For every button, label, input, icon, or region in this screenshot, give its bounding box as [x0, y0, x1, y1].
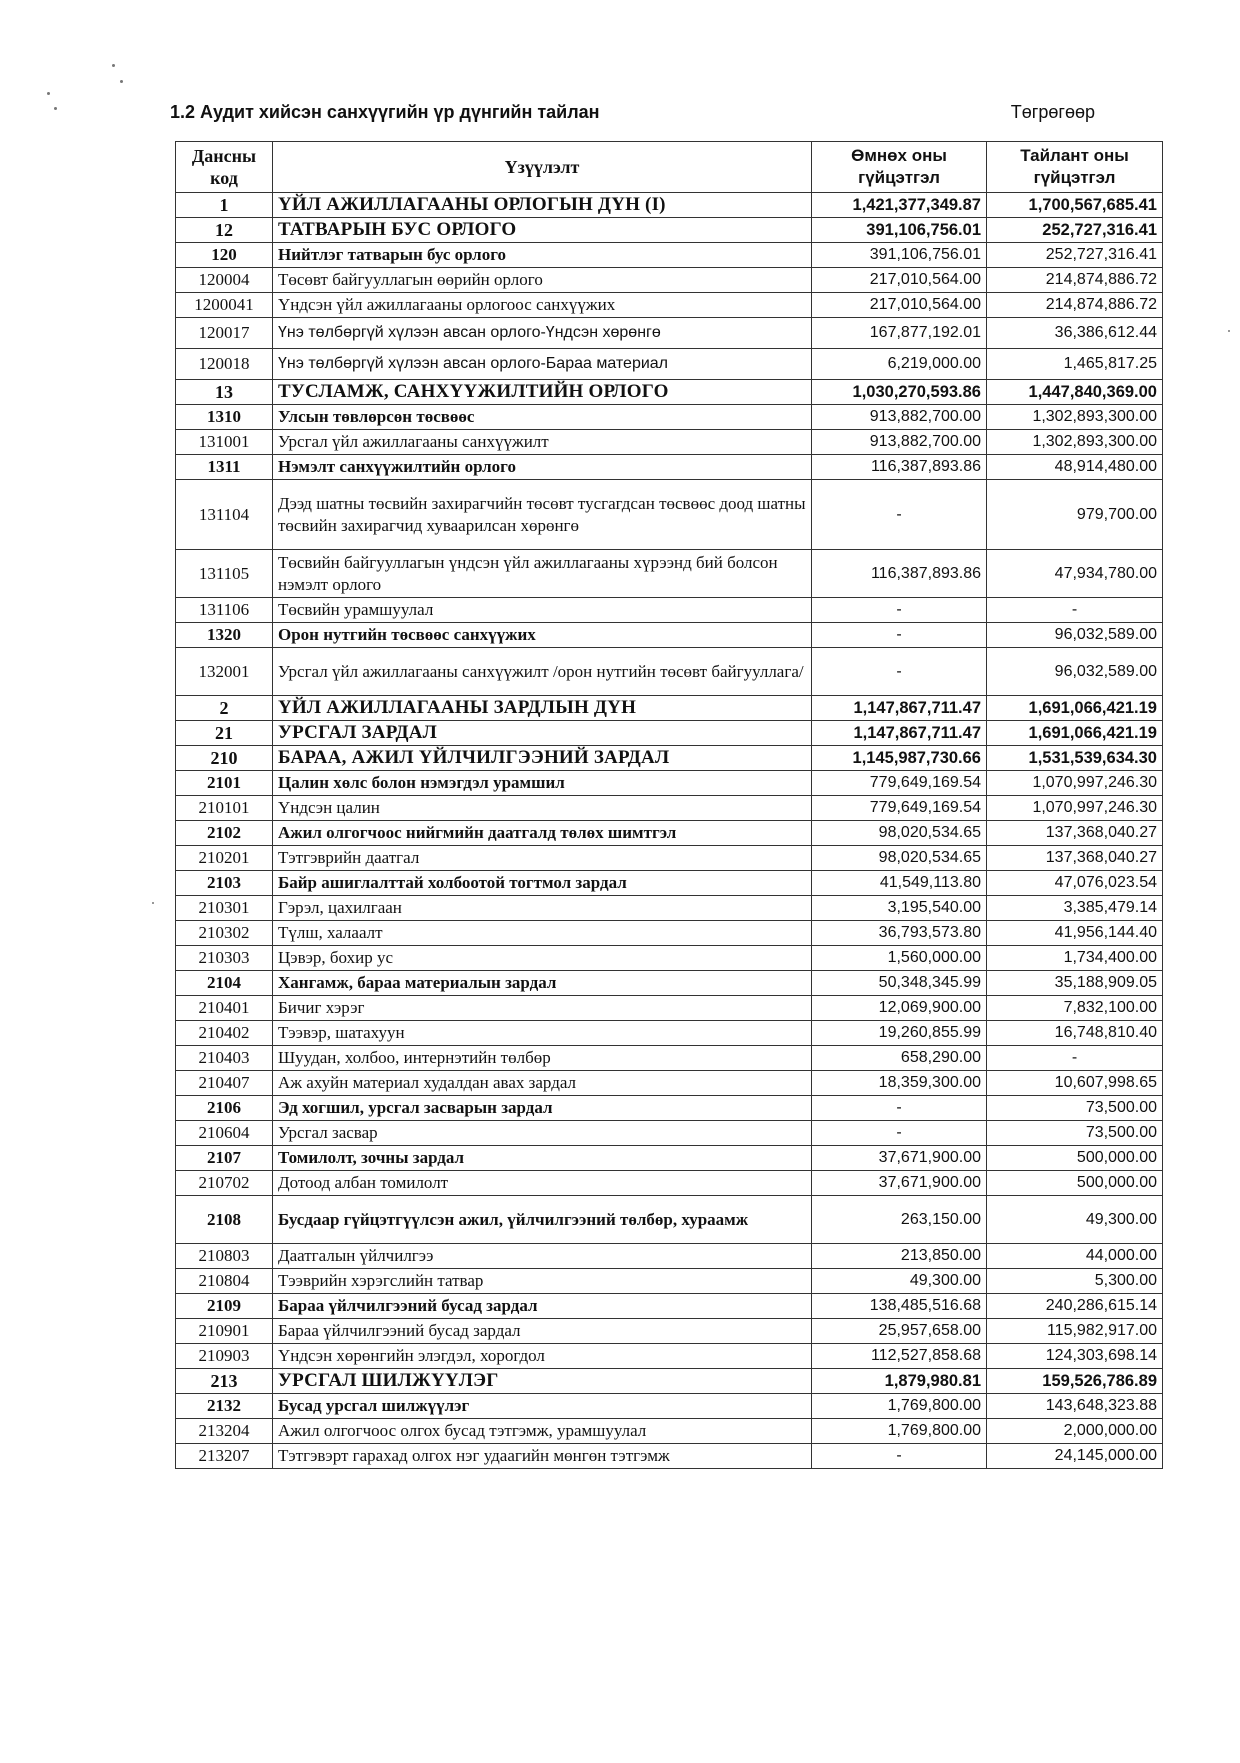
indicator-name-cell: Бусдаар гүйцэтгүүлсэн ажил, үйлчилгээний төлбөр, хураамж	[273, 1196, 812, 1244]
table-row	[176, 318, 1163, 349]
indicator-name-cell: ҮЙЛ АЖИЛЛАГААНЫ ЗАРДЛЫН ДҮН	[273, 696, 812, 721]
current-year-value-cell: 10,607,998.65	[987, 1071, 1163, 1096]
current-year-value-cell: 44,000.00	[987, 1244, 1163, 1269]
previous-year-value-cell: 116,387,893.86	[812, 550, 987, 598]
indicator-name-cell: Томилолт, зочны зардал	[273, 1146, 812, 1171]
indicator-name-cell: Аж ахуйн материал худалдан авах зардал	[273, 1071, 812, 1096]
previous-year-value-cell: 1,769,800.00	[812, 1419, 987, 1444]
indicator-name-cell: БАРАА, АЖИЛ ҮЙЛЧИЛГЭЭНИЙ ЗАРДАЛ	[273, 746, 812, 771]
account-code-cell: 210403	[176, 1046, 273, 1071]
previous-year-value-cell: 913,882,700.00	[812, 405, 987, 430]
current-year-value-cell: 137,368,040.27	[987, 821, 1163, 846]
account-code-cell: 120018	[176, 349, 273, 380]
previous-year-value-cell: 1,560,000.00	[812, 946, 987, 971]
table-row	[176, 1171, 1163, 1196]
table-row	[176, 455, 1163, 480]
current-year-value-cell: 500,000.00	[987, 1146, 1163, 1171]
current-year-value-cell: 3,385,479.14	[987, 896, 1163, 921]
account-code-cell: 210903	[176, 1344, 273, 1369]
indicator-name-cell: Түлш, халаалт	[273, 921, 812, 946]
previous-year-value-cell: 49,300.00	[812, 1269, 987, 1294]
current-year-value-cell: 73,500.00	[987, 1096, 1163, 1121]
previous-year-value-cell: 1,769,800.00	[812, 1394, 987, 1419]
indicator-name-cell: Тээврийн хэрэгслийн татвар	[273, 1269, 812, 1294]
table-row	[176, 430, 1163, 455]
table-header	[176, 142, 1163, 193]
previous-year-value-cell: -	[812, 623, 987, 648]
account-code-cell: 210303	[176, 946, 273, 971]
current-year-value-cell: 1,734,400.00	[987, 946, 1163, 971]
previous-year-value-cell: 1,879,980.81	[812, 1369, 987, 1394]
indicator-name-cell: ҮЙЛ АЖИЛЛАГААНЫ ОРЛОГЫН ДҮН (I)	[273, 193, 812, 218]
previous-year-value-cell: 1,145,987,730.66	[812, 746, 987, 771]
account-code-cell: 131106	[176, 598, 273, 623]
current-year-value-cell: 214,874,886.72	[987, 293, 1163, 318]
table-row	[176, 480, 1163, 550]
current-year-value-cell: 1,531,539,634.30	[987, 746, 1163, 771]
account-code-cell: 2109	[176, 1294, 273, 1319]
account-code-cell: 2107	[176, 1146, 273, 1171]
table-row	[176, 1046, 1163, 1071]
indicator-name-cell: Цалин хөлс болон нэмэгдэл урамшил	[273, 771, 812, 796]
account-code-cell: 213	[176, 1369, 273, 1394]
indicator-name-cell: Тэтгэвэрт гарахад олгох нэг удаагийн мөнгөн тэтгэмж	[273, 1444, 812, 1469]
table-row	[176, 746, 1163, 771]
account-code-cell: 1320	[176, 623, 273, 648]
indicator-name-cell: Үнэ төлбөргүй хүлээн авсан орлого-Үндсэн хөрөнгө	[273, 318, 812, 349]
previous-year-value-cell: 217,010,564.00	[812, 293, 987, 318]
current-year-value-cell: 96,032,589.00	[987, 623, 1163, 648]
indicator-name-cell: Үндсэн хөрөнгийн элэгдэл, хорогдол	[273, 1344, 812, 1369]
current-year-value-cell: -	[987, 598, 1163, 623]
table-row	[176, 1096, 1163, 1121]
indicator-name-cell: УРСГАЛ ЗАРДАЛ	[273, 721, 812, 746]
indicator-name-cell: Урсгал үйл ажиллагааны санхүүжилт /орон нутгийн төсөвт байгууллага/	[273, 648, 812, 696]
table-row	[176, 971, 1163, 996]
currency-unit: Төгрөгөөр	[1010, 102, 1095, 122]
indicator-name-cell: Улсын төвлөрсөн төсвөөс	[273, 405, 812, 430]
indicator-name-cell: Гэрэл, цахилгаан	[273, 896, 812, 921]
previous-year-value-cell: 116,387,893.86	[812, 455, 987, 480]
indicator-name-cell: ТАТВАРЫН БУС ОРЛОГО	[273, 218, 812, 243]
indicator-name-cell: Бичиг хэрэг	[273, 996, 812, 1021]
current-year-value-cell: 159,526,786.89	[987, 1369, 1163, 1394]
column-header-code: Дансны код	[176, 142, 273, 193]
account-code-cell: 21	[176, 721, 273, 746]
column-header-current-year: Тайлант оны гүйцэтгэл	[987, 142, 1163, 193]
account-code-cell: 2108	[176, 1196, 273, 1244]
indicator-name-cell: Шуудан, холбоо, интернэтийн төлбөр	[273, 1046, 812, 1071]
current-year-value-cell: 1,070,997,246.30	[987, 796, 1163, 821]
table-row	[176, 405, 1163, 430]
table-row	[176, 349, 1163, 380]
indicator-name-cell: Төсвийн байгууллагын үндсэн үйл ажиллагааны хүрээнд бий болсон нэмэлт орлого	[273, 550, 812, 598]
account-code-cell: 210803	[176, 1244, 273, 1269]
account-code-cell: 210302	[176, 921, 273, 946]
account-code-cell: 210402	[176, 1021, 273, 1046]
account-code-cell: 1200041	[176, 293, 273, 318]
indicator-name-cell: Тэтгэврийн даатгал	[273, 846, 812, 871]
previous-year-value-cell: 167,877,192.01	[812, 318, 987, 349]
account-code-cell: 120017	[176, 318, 273, 349]
previous-year-value-cell: -	[812, 598, 987, 623]
account-code-cell: 2	[176, 696, 273, 721]
table-row	[176, 896, 1163, 921]
previous-year-value-cell: 391,106,756.01	[812, 218, 987, 243]
table-row	[176, 193, 1163, 218]
indicator-name-cell: Цэвэр, бохир ус	[273, 946, 812, 971]
indicator-name-cell: Бараа үйлчилгээний бусад зардал	[273, 1294, 812, 1319]
current-year-value-cell: 24,145,000.00	[987, 1444, 1163, 1469]
table-row	[176, 218, 1163, 243]
indicator-name-cell: Нэмэлт санхүүжилтийн орлого	[273, 455, 812, 480]
previous-year-value-cell: 98,020,534.65	[812, 846, 987, 871]
current-year-value-cell: 48,914,480.00	[987, 455, 1163, 480]
previous-year-value-cell: -	[812, 1121, 987, 1146]
current-year-value-cell: 214,874,886.72	[987, 268, 1163, 293]
previous-year-value-cell: 658,290.00	[812, 1046, 987, 1071]
previous-year-value-cell: 263,150.00	[812, 1196, 987, 1244]
table-row	[176, 1394, 1163, 1419]
account-code-cell: 2132	[176, 1394, 273, 1419]
current-year-value-cell: 124,303,698.14	[987, 1344, 1163, 1369]
indicator-name-cell: Үндсэн үйл ажиллагааны орлогоос санхүүжих	[273, 293, 812, 318]
previous-year-value-cell: 138,485,516.68	[812, 1294, 987, 1319]
indicator-name-cell: Үнэ төлбөргүй хүлээн авсан орлого-Бараа материал	[273, 349, 812, 380]
current-year-value-cell: 1,070,997,246.30	[987, 771, 1163, 796]
current-year-value-cell: 41,956,144.40	[987, 921, 1163, 946]
table-row	[176, 268, 1163, 293]
previous-year-value-cell: 98,020,534.65	[812, 821, 987, 846]
previous-year-value-cell: 217,010,564.00	[812, 268, 987, 293]
table-row	[176, 293, 1163, 318]
previous-year-value-cell: 391,106,756.01	[812, 243, 987, 268]
previous-year-value-cell: 37,671,900.00	[812, 1171, 987, 1196]
current-year-value-cell: -	[987, 1046, 1163, 1071]
table-row	[176, 846, 1163, 871]
current-year-value-cell: 36,386,612.44	[987, 318, 1163, 349]
current-year-value-cell: 1,700,567,685.41	[987, 193, 1163, 218]
account-code-cell: 2102	[176, 821, 273, 846]
table-row	[176, 1294, 1163, 1319]
account-code-cell: 1	[176, 193, 273, 218]
table-row	[176, 380, 1163, 405]
current-year-value-cell: 47,934,780.00	[987, 550, 1163, 598]
previous-year-value-cell: 50,348,345.99	[812, 971, 987, 996]
previous-year-value-cell: 41,549,113.80	[812, 871, 987, 896]
previous-year-value-cell: 779,649,169.54	[812, 771, 987, 796]
indicator-name-cell: Төсвийн урамшуулал	[273, 598, 812, 623]
previous-year-value-cell: 913,882,700.00	[812, 430, 987, 455]
table-row	[176, 996, 1163, 1021]
current-year-value-cell: 2,000,000.00	[987, 1419, 1163, 1444]
indicator-name-cell: Тээвэр, шатахуун	[273, 1021, 812, 1046]
indicator-name-cell: Урсгал засвар	[273, 1121, 812, 1146]
report-title: 1.2 Аудит хийсэн санхүүгийн үр дүнгийн тайлан	[170, 102, 600, 122]
account-code-cell: 2103	[176, 871, 273, 896]
indicator-name-cell: Ажил олгогчоос олгох бусад тэтгэмж, урамшуулал	[273, 1419, 812, 1444]
table-row	[176, 243, 1163, 268]
account-code-cell: 1310	[176, 405, 273, 430]
indicator-name-cell: Хангамж, бараа материалын зардал	[273, 971, 812, 996]
indicator-name-cell: Дотоод албан томилолт	[273, 1171, 812, 1196]
previous-year-value-cell: -	[812, 1096, 987, 1121]
previous-year-value-cell: -	[812, 480, 987, 550]
previous-year-value-cell: 3,195,540.00	[812, 896, 987, 921]
previous-year-value-cell: 1,421,377,349.87	[812, 193, 987, 218]
account-code-cell: 120	[176, 243, 273, 268]
account-code-cell: 210702	[176, 1171, 273, 1196]
current-year-value-cell: 252,727,316.41	[987, 243, 1163, 268]
account-code-cell: 12	[176, 218, 273, 243]
indicator-name-cell: Үндсэн цалин	[273, 796, 812, 821]
previous-year-value-cell: 112,527,858.68	[812, 1344, 987, 1369]
current-year-value-cell: 115,982,917.00	[987, 1319, 1163, 1344]
table-row	[176, 1419, 1163, 1444]
table-row	[176, 1369, 1163, 1394]
current-year-value-cell: 16,748,810.40	[987, 1021, 1163, 1046]
table-row	[176, 696, 1163, 721]
current-year-value-cell: 73,500.00	[987, 1121, 1163, 1146]
indicator-name-cell: Нийтлэг татварын бус орлого	[273, 243, 812, 268]
table-row	[176, 648, 1163, 696]
table-row	[176, 598, 1163, 623]
previous-year-value-cell: 18,359,300.00	[812, 1071, 987, 1096]
current-year-value-cell: 137,368,040.27	[987, 846, 1163, 871]
financial-report-table	[175, 141, 1163, 1469]
indicator-name-cell: Байр ашиглалттай холбоотой тогтмол зардал	[273, 871, 812, 896]
current-year-value-cell: 1,691,066,421.19	[987, 696, 1163, 721]
current-year-value-cell: 1,302,893,300.00	[987, 430, 1163, 455]
table-row	[176, 1269, 1163, 1294]
previous-year-value-cell: 213,850.00	[812, 1244, 987, 1269]
account-code-cell: 210101	[176, 796, 273, 821]
account-code-cell: 213207	[176, 1444, 273, 1469]
account-code-cell: 1311	[176, 455, 273, 480]
previous-year-value-cell: 19,260,855.99	[812, 1021, 987, 1046]
report-header	[170, 100, 1095, 128]
table-row	[176, 1196, 1163, 1244]
previous-year-value-cell: 1,030,270,593.86	[812, 380, 987, 405]
current-year-value-cell: 1,447,840,369.00	[987, 380, 1163, 405]
indicator-name-cell: Орон нутгийн төсвөөс санхүүжих	[273, 623, 812, 648]
table-row	[176, 771, 1163, 796]
current-year-value-cell: 240,286,615.14	[987, 1294, 1163, 1319]
table-row	[176, 796, 1163, 821]
account-code-cell: 210201	[176, 846, 273, 871]
current-year-value-cell: 47,076,023.54	[987, 871, 1163, 896]
indicator-name-cell: УРСГАЛ ШИЛЖҮҮЛЭГ	[273, 1369, 812, 1394]
account-code-cell: 210804	[176, 1269, 273, 1294]
account-code-cell: 210	[176, 746, 273, 771]
table-row	[176, 946, 1163, 971]
indicator-name-cell: Ажил олгогчоос нийгмийн даатгалд төлөх шимтгэл	[273, 821, 812, 846]
table-row	[176, 1319, 1163, 1344]
previous-year-value-cell: 36,793,573.80	[812, 921, 987, 946]
column-header-name: Үзүүлэлт	[273, 142, 812, 193]
indicator-name-cell: Бусад урсгал шилжүүлэг	[273, 1394, 812, 1419]
table-row	[176, 1121, 1163, 1146]
indicator-name-cell: Эд хогшил, урсгал засварын зардал	[273, 1096, 812, 1121]
account-code-cell: 131105	[176, 550, 273, 598]
previous-year-value-cell: 37,671,900.00	[812, 1146, 987, 1171]
current-year-value-cell: 979,700.00	[987, 480, 1163, 550]
current-year-value-cell: 96,032,589.00	[987, 648, 1163, 696]
previous-year-value-cell: 25,957,658.00	[812, 1319, 987, 1344]
indicator-name-cell: Даатгалын үйлчилгээ	[273, 1244, 812, 1269]
indicator-name-cell: Бараа үйлчилгээний бусад зардал	[273, 1319, 812, 1344]
previous-year-value-cell: 779,649,169.54	[812, 796, 987, 821]
current-year-value-cell: 35,188,909.05	[987, 971, 1163, 996]
previous-year-value-cell: 1,147,867,711.47	[812, 696, 987, 721]
account-code-cell: 210407	[176, 1071, 273, 1096]
table-row	[176, 1146, 1163, 1171]
table-row	[176, 1244, 1163, 1269]
indicator-name-cell: ТУСЛАМЖ, САНХҮҮЖИЛТИЙН ОРЛОГО	[273, 380, 812, 405]
table-body	[176, 193, 1163, 1469]
previous-year-value-cell: 6,219,000.00	[812, 349, 987, 380]
current-year-value-cell: 252,727,316.41	[987, 218, 1163, 243]
account-code-cell: 2106	[176, 1096, 273, 1121]
account-code-cell: 13	[176, 380, 273, 405]
column-header-previous-year: Өмнөх оны гүйцэтгэл	[812, 142, 987, 193]
previous-year-value-cell: 1,147,867,711.47	[812, 721, 987, 746]
account-code-cell: 2104	[176, 971, 273, 996]
previous-year-value-cell: -	[812, 1444, 987, 1469]
account-code-cell: 2101	[176, 771, 273, 796]
table-row	[176, 550, 1163, 598]
current-year-value-cell: 500,000.00	[987, 1171, 1163, 1196]
account-code-cell: 131104	[176, 480, 273, 550]
account-code-cell: 210401	[176, 996, 273, 1021]
indicator-name-cell: Төсөвт байгууллагын өөрийн орлого	[273, 268, 812, 293]
table-row	[176, 1344, 1163, 1369]
current-year-value-cell: 7,832,100.00	[987, 996, 1163, 1021]
current-year-value-cell: 5,300.00	[987, 1269, 1163, 1294]
account-code-cell: 210301	[176, 896, 273, 921]
table-row	[176, 871, 1163, 896]
account-code-cell: 120004	[176, 268, 273, 293]
previous-year-value-cell: 12,069,900.00	[812, 996, 987, 1021]
previous-year-value-cell: -	[812, 648, 987, 696]
table-row	[176, 623, 1163, 648]
account-code-cell: 132001	[176, 648, 273, 696]
account-code-cell: 210901	[176, 1319, 273, 1344]
account-code-cell: 213204	[176, 1419, 273, 1444]
table-row	[176, 921, 1163, 946]
current-year-value-cell: 1,465,817.25	[987, 349, 1163, 380]
account-code-cell: 210604	[176, 1121, 273, 1146]
table-row	[176, 1071, 1163, 1096]
current-year-value-cell: 1,302,893,300.00	[987, 405, 1163, 430]
indicator-name-cell: Дээд шатны төсвийн захирагчийн төсөвт тусгагдсан төсвөөс доод шатны төсвийн захирагчид хуваарилсан хөрөнгө	[273, 480, 812, 550]
table-row	[176, 1021, 1163, 1046]
current-year-value-cell: 143,648,323.88	[987, 1394, 1163, 1419]
table-row	[176, 721, 1163, 746]
table-row	[176, 1444, 1163, 1469]
indicator-name-cell: Урсгал үйл ажиллагааны санхүүжилт	[273, 430, 812, 455]
current-year-value-cell: 49,300.00	[987, 1196, 1163, 1244]
table-row	[176, 821, 1163, 846]
account-code-cell: 131001	[176, 430, 273, 455]
current-year-value-cell: 1,691,066,421.19	[987, 721, 1163, 746]
